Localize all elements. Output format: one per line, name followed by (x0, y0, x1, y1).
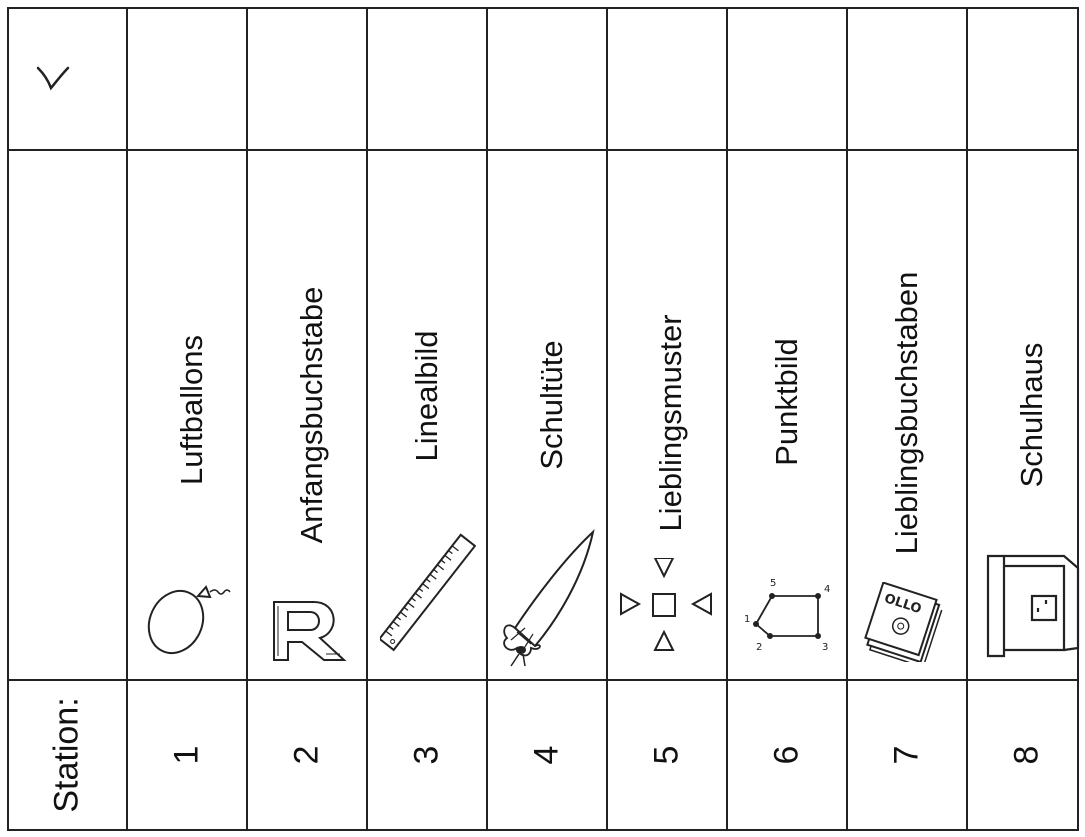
book-text: OLLO (882, 591, 924, 618)
station-name: Schulhaus (1014, 342, 1049, 488)
station-number: 1 (167, 745, 206, 765)
dot-label: 5 (770, 578, 777, 589)
station-name: Schultüte (534, 340, 569, 470)
dot-label: 2 (756, 642, 763, 653)
station-number: 5 (647, 745, 686, 765)
dot-label: 3 (822, 642, 829, 653)
station-header-label: Station: (47, 697, 86, 813)
station-name: Luftballons (174, 335, 209, 485)
station-name: Linealbild (409, 330, 444, 462)
station-name: Lieblingsbuchstaben (889, 271, 924, 555)
station-number: 2 (287, 745, 326, 765)
station-number: 7 (887, 745, 926, 765)
ruler-icon (380, 525, 476, 660)
school-house-icon (978, 552, 1082, 664)
station-name: Punktbild (769, 338, 804, 466)
letter-r-icon (262, 592, 358, 667)
letter-book-icon (856, 582, 946, 662)
school-cone-icon (495, 528, 600, 668)
dot-label: 4 (824, 584, 831, 595)
station-number: 4 (527, 745, 566, 765)
station-number: 3 (407, 745, 446, 765)
check-mark-icon (16, 40, 116, 120)
dot-label: 1 (744, 614, 751, 625)
station-number: 8 (1007, 745, 1046, 765)
station-name: Anfangsbuchstabe (294, 286, 329, 544)
dot-picture-icon (730, 572, 840, 662)
balloon-icon (140, 572, 240, 667)
pattern-triangles-icon (617, 558, 717, 658)
station-name: Lieblingsmuster (653, 314, 688, 532)
station-number: 6 (767, 745, 806, 765)
